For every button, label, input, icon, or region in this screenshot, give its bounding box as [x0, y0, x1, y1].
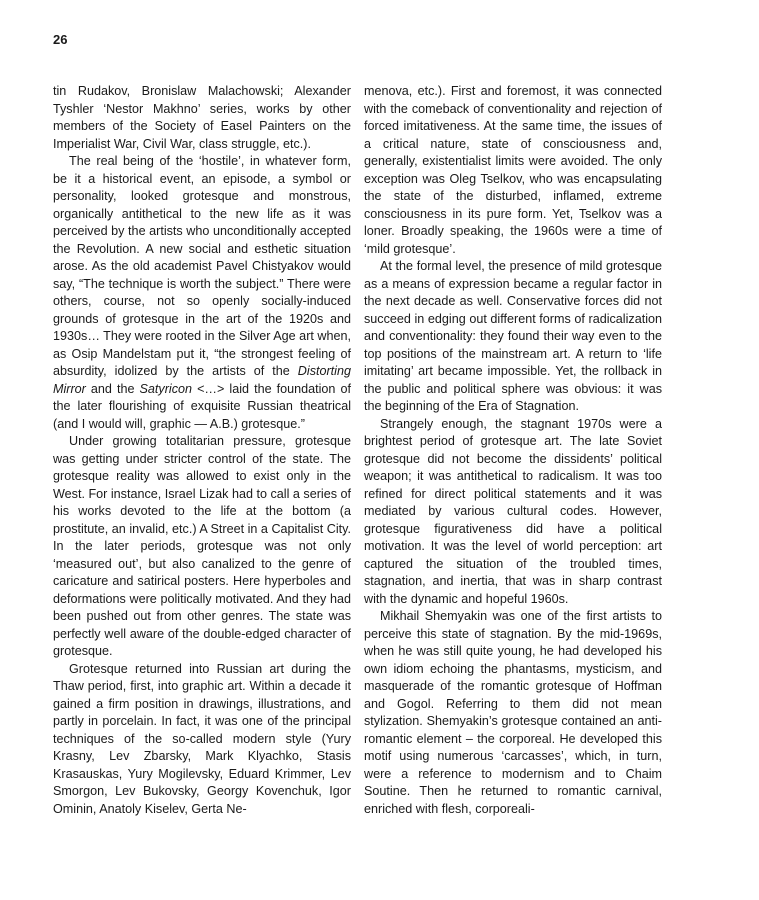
paragraph-text: The real being of the ‘hostile’, in whatever form, be it a historical event, an episode, a symbol or personality, looked grotesque and monstrous, organically antithetical to the new life as it was perceived by the artists who unconditionally accepted the Revolution. A new social and esthetic situation arose. As the old academist Pavel Chistyakov would say, “The technique is worth the subject.” There were others, course, not so openly socially-induced grounds of grotesque in the art of the 1920s and 1930s… They were rooted in the Silver Age art when, as Osip Mandelstam put it, “the strongest feeling of absurdity, idolized by the artists of the	[53, 154, 351, 378]
paragraph: Strangely enough, the stagnant 1970s were a brightest period of grotesque art. The late Soviet grotesque did not become the dissidents’ political weapon; it was antithetical to radicalism. It was too refined for direct political statements and it was mediated by various cultural codes. However, grotesque figurativeness did have a political motivation. It was the level of world perception: art captured the situation of the troubled times, stagnation, and inertia, that was in sharp contrast with the dynamic and hopeful 1960s.	[364, 416, 662, 606]
right-column	[364, 83, 662, 818]
page-number: 26	[53, 32, 68, 47]
paragraph: Under growing totalitarian pressure, grotesque was getting under stricter control of the state. The grotesque reality was allowed to exist only in the West. For instance, Israel Lizak had to call a series of his works devoted to the life at the bottom (a prostitute, an invalid, etc.) A Street in a Capitalist City. In the later periods, grotesque was not only ‘measured out’, but also canalized to the genre of caricature and satirical posters. Here hyperboles and deformations were politically motivated. And they had been pushed out from other genres. The state was perfectly well aware of the double-edged character of grotesque.	[53, 434, 351, 658]
paragraph: menova, etc.). First and foremost, it was connected with the comeback of conventionality and rejection of forced imitativeness. At the same time, the issues of a critical nature, state of consciousness and, generally, existentialist limits were avoided. The only exception was Oleg Tselkov, who was encapsulating the state of the disturbed, inflamed, extreme consciousness in its pure form. Yet, Tselkov was a loner. Broadly speaking, the 1960s were a time of ‘mild grotesque’.	[364, 84, 662, 256]
title-distorting-mirror: Distorting Mirror	[53, 364, 351, 396]
left-column	[53, 83, 351, 818]
paragraph-text: <…> laid the foundation of the later flourishing of exquisite Russian theatrical (and I would will, graphic — A.B.) grotesque.”	[53, 381, 351, 431]
paragraph: tin Rudakov, Bronislaw Malachowski; Alexander Tyshler ‘Nestor Makhno’ series, works by other members of the Society of Easel Painters on the Imperialist War, Civil War, class struggle, etc.).	[53, 84, 351, 151]
paragraph: Grotesque returned into Russian art during the Thaw period, first, into graphic art. Within a decade it gained a firm position in drawings, illustrations, and partly in porcelain. In fact, it was one of the principal techniques of the so-called modern style (Yury Krasny, Lev Zbarsky, Mark Klyachko, Stasis Krasauskas, Yury Mogilevsky, Eduard Krimmer, Lev Smorgon, Lev Bukovsky, Georgy Kovenchuk, Igor Ominin, Anatoly Kiselev, Gerta Ne-	[53, 661, 351, 816]
paragraph	[53, 153, 351, 433]
paragraph: At the formal level, the presence of mild grotesque as a means of expression became a regular factor in the next decade as well. Conservative forces did not succeed in edging out different forms of radicalization and conventionality: they found their way even to the top positions of the mainstream art. A return to ‘life imitating’ art became impossible. Yet, the rollback in the public and political sphere was obvious: it was the beginning of the Era of Stagnation.	[364, 259, 662, 413]
paragraph-text: and the	[85, 381, 140, 396]
paragraph: Mikhail Shemyakin was one of the first artists to perceive this state of stagnation. By the mid-1969s, when he was still quite young, he had developed his own idiom echoing the phantasms, mysticism, and masquerade of the romantic grotesque of Hoffman and Gogol. Referring to them did not mean stylization. Shemyakin’s grotesque contained an anti-romantic element – the corporeal. He developed this motif using numerous ‘carcasses’, which, in turn, were a reference to modernism and to Chaim Soutine. Then he returned to romantic carnival, enriched with flesh, corporeali-	[364, 609, 662, 816]
title-satyricon: Satyricon	[139, 381, 193, 396]
